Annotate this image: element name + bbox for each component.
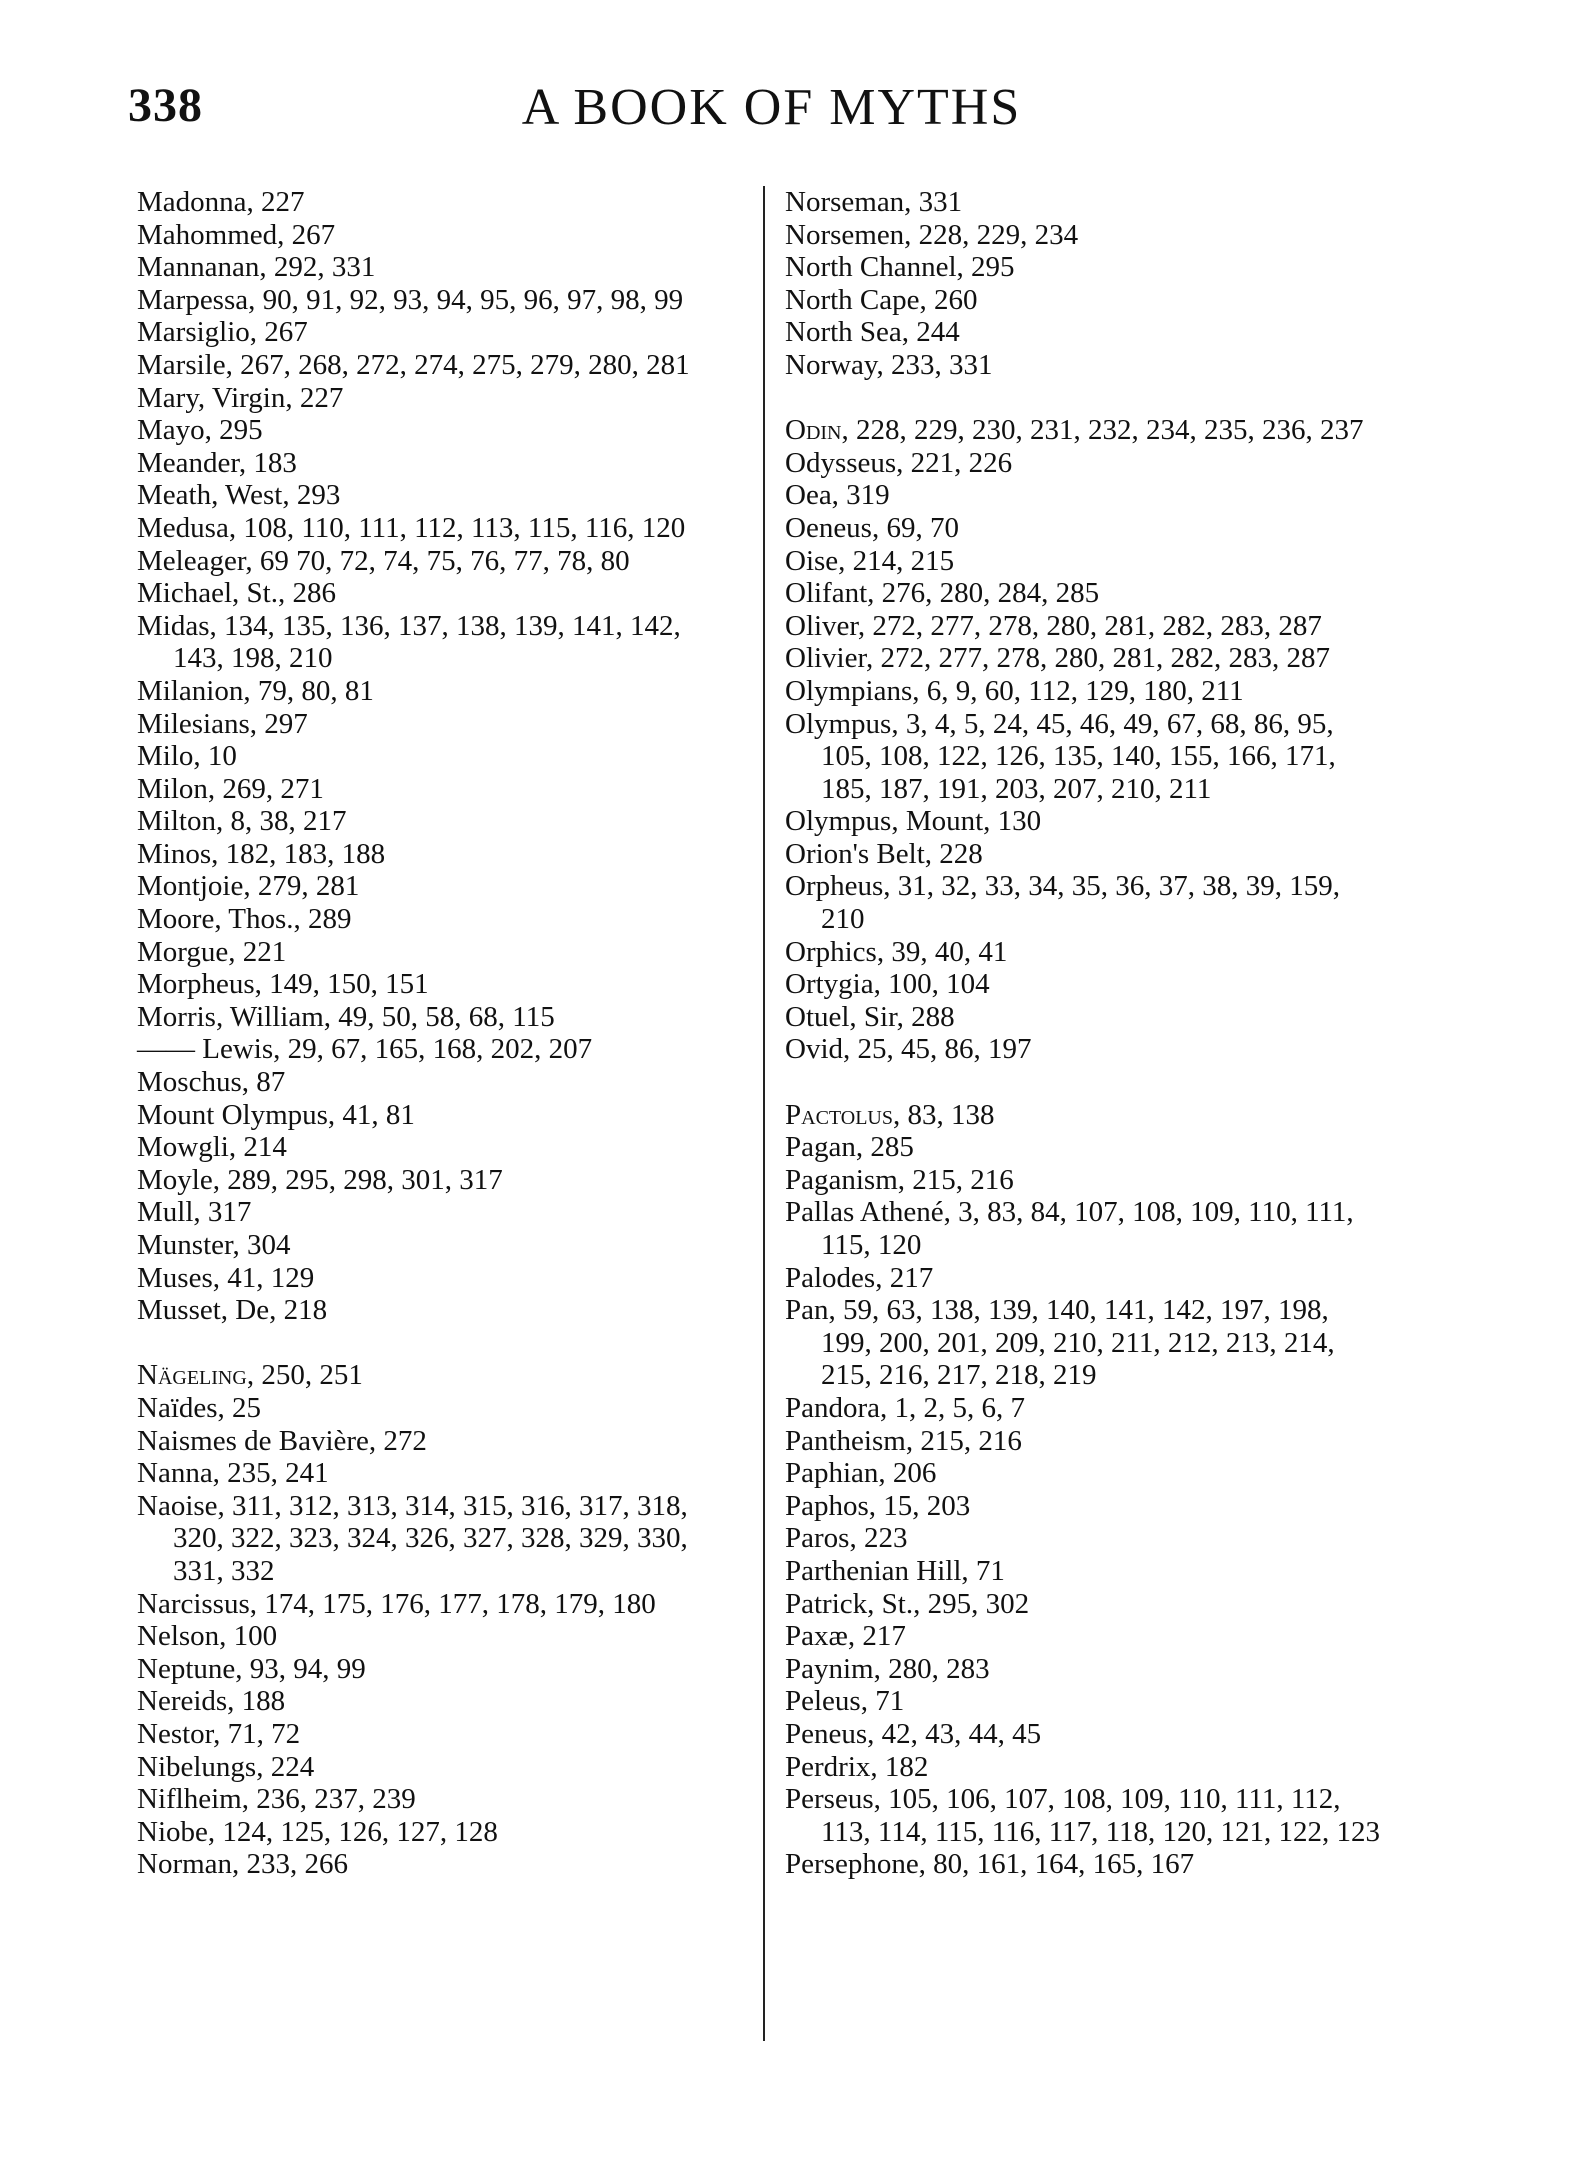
index-entry (785, 936, 1385, 969)
index-entry-text: , 250, 251 (246, 1359, 363, 1392)
index-entry-text: Mahommed, 267 (137, 218, 336, 251)
index-entry-text: Persephone, 80, 161, 164, 165, 167 (785, 1848, 1195, 1881)
index-entry (137, 186, 737, 219)
index-entry-text: Michael, St., 286 (137, 577, 336, 610)
index-entry (785, 1620, 1385, 1653)
index-entry (137, 870, 737, 903)
index-entry (137, 545, 737, 578)
index-entry-text: Niflheim, 236, 237, 239 (137, 1783, 416, 1816)
index-entry-text: Milon, 269, 271 (137, 772, 324, 805)
index-column-left (137, 186, 737, 1881)
index-entry-text: Paphian, 206 (785, 1457, 937, 1490)
index-entry-text: Norway, 233, 331 (785, 348, 993, 381)
index-entry-text: Orpheus, 31, 32, 33, 34, 35, 36, 37, 38, 39, 159, 210 (785, 870, 1341, 936)
index-entry-text: Niobe, 124, 125, 126, 127, 128 (137, 1815, 498, 1848)
index-entry (137, 740, 737, 773)
index-entry (137, 1229, 737, 1262)
index-entry (137, 610, 737, 675)
index-entry-text: North Sea, 244 (785, 316, 960, 349)
index-entry-text: Perdrix, 182 (785, 1750, 929, 1783)
index-entry-head: Pactolus (785, 1098, 893, 1131)
index-entry-text: Ovid, 25, 45, 86, 197 (785, 1033, 1032, 1066)
index-entry (137, 382, 737, 415)
index-entry (137, 1783, 737, 1816)
index-entry (137, 1033, 737, 1066)
index-entry-text: Milesians, 297 (137, 707, 308, 740)
index-entry-text: Pandora, 1, 2, 5, 6, 7 (785, 1391, 1026, 1424)
index-entry-text: Meleager, 69 70, 72, 74, 75, 76, 77, 78, 80 (137, 544, 630, 577)
index-entry (137, 1131, 737, 1164)
index-entry-text: Naïdes, 25 (137, 1391, 262, 1424)
index-entry (137, 1359, 737, 1392)
index-entry (137, 773, 737, 806)
index-entry (137, 316, 737, 349)
index-entry (137, 1457, 737, 1490)
index-entry-text: Milanion, 79, 80, 81 (137, 674, 374, 707)
index-entry (785, 805, 1385, 838)
index-entry (137, 1685, 737, 1718)
index-entry (785, 1131, 1385, 1164)
index-entry (137, 805, 737, 838)
index-entry-text: Paphos, 15, 203 (785, 1489, 971, 1522)
index-entry-text: Pagan, 285 (785, 1131, 914, 1164)
index-entry (785, 1262, 1385, 1295)
index-entry (137, 1751, 737, 1784)
index-entry (785, 479, 1385, 512)
index-entry-text: Olifant, 276, 280, 284, 285 (785, 577, 1100, 610)
index-entry-text: Orphics, 39, 40, 41 (785, 935, 1008, 968)
index-entry-text: Norseman, 331 (785, 186, 963, 218)
index-entry-text: Nanna, 235, 241 (137, 1457, 329, 1490)
index-entry-text: Neptune, 93, 94, 99 (137, 1652, 366, 1685)
index-entry (785, 284, 1385, 317)
index-entry-text: Odysseus, 221, 226 (785, 446, 1013, 479)
index-entry-text: Nelson, 100 (137, 1620, 278, 1653)
index-entry (785, 1294, 1385, 1392)
index-entry (137, 219, 737, 252)
index-entry-text: North Cape, 260 (785, 283, 978, 316)
index-entry-text: Midas, 134, 135, 136, 137, 138, 139, 141, 142, 143, 198, 210 (137, 609, 681, 675)
index-entry (137, 1718, 737, 1751)
index-entry (785, 316, 1385, 349)
index-entry (785, 838, 1385, 871)
index-entry (137, 936, 737, 969)
index-entry-text: Oise, 214, 215 (785, 544, 955, 577)
index-entry (137, 708, 737, 741)
index-entry-text: Montjoie, 279, 281 (137, 870, 360, 903)
index-entry (785, 1751, 1385, 1784)
index-entry-text: Madonna, 227 (137, 186, 305, 218)
index-entry (785, 512, 1385, 545)
index-entry (785, 447, 1385, 480)
index-entry (137, 1099, 737, 1132)
index-entry-text: Paros, 223 (785, 1522, 908, 1555)
index-entry-text: Olympians, 6, 9, 60, 112, 129, 180, 211 (785, 674, 1244, 707)
index-entry (785, 414, 1385, 447)
index-entry (785, 1392, 1385, 1425)
index-entry-text: Peleus, 71 (785, 1685, 905, 1718)
index-entry-text: Paynim, 280, 283 (785, 1652, 990, 1685)
index-entry (785, 1783, 1385, 1848)
index-entry-text: Oliver, 272, 277, 278, 280, 281, 282, 283, 287 (785, 609, 1322, 642)
index-entry-text: Peneus, 42, 43, 44, 45 (785, 1717, 1042, 1750)
index-entry (785, 1425, 1385, 1458)
index-entry-text: Nereids, 188 (137, 1685, 286, 1718)
index-entry-text: Oea, 319 (785, 479, 890, 512)
index-entry-text: Milo, 10 (137, 740, 237, 773)
index-entry-text: Moyle, 289, 295, 298, 301, 317 (137, 1163, 503, 1196)
index-entry-text: Norsemen, 228, 229, 234 (785, 218, 1079, 251)
index-entry (785, 1033, 1385, 1066)
index-entry (137, 414, 737, 447)
index-entry (137, 1425, 737, 1458)
index-entry-text: Meander, 183 (137, 446, 297, 479)
index-entry (137, 1588, 737, 1621)
index-entry-text: Medusa, 108, 110, 111, 112, 113, 115, 116, 120 (137, 511, 686, 544)
index-entry-text: , 228, 229, 230, 231, 232, 234, 235, 236, 237 (841, 414, 1364, 447)
index-entry (785, 577, 1385, 610)
index-entry (785, 1196, 1385, 1261)
index-entry-text: Pallas Athené, 3, 83, 84, 107, 108, 109, 110, 111, 115, 120 (785, 1196, 1354, 1261)
index-entry (137, 479, 737, 512)
index-entry-text: Mayo, 295 (137, 414, 263, 447)
column-divider (763, 186, 765, 2041)
index-entry (785, 1457, 1385, 1490)
index-entry (137, 1392, 737, 1425)
index-entry-text: Pan, 59, 63, 138, 139, 140, 141, 142, 197, 198, 199, 200, 201, 209, 210, 211, 212, 213, 214, 215, 216, 217, 218, 219 (785, 1294, 1335, 1392)
index-entry-text: Olympus, 3, 4, 5, 24, 45, 46, 49, 67, 68, 86, 95, 105, 108, 122, 126, 135, 140, 155, 166, 171, 185, 187, 191, 203, 207, 210, 211 (785, 707, 1336, 805)
index-entry-text: Norman, 233, 266 (137, 1848, 349, 1881)
index-entry (137, 284, 737, 317)
index-entry-text: Muses, 41, 129 (137, 1261, 315, 1294)
index-entry-text: Morris, William, 49, 50, 58, 68, 115 (137, 1000, 555, 1033)
index-entry (785, 675, 1385, 708)
index-entry (785, 1164, 1385, 1197)
index-entry-text: Paganism, 215, 216 (785, 1163, 1014, 1196)
index-entry-text: Marsile, 267, 268, 272, 274, 275, 279, 280, 281 (137, 348, 690, 381)
index-entry-text: Meath, West, 293 (137, 479, 341, 512)
index-entry-text: Mull, 317 (137, 1196, 252, 1229)
index-entry (137, 251, 737, 284)
index-entry-text: Patrick, St., 295, 302 (785, 1587, 1030, 1620)
index-entry-text: Naoise, 311, 312, 313, 314, 315, 316, 317, 318, 320, 322, 323, 324, 326, 327, 328, 329, 330, 331, 332 (137, 1489, 688, 1587)
index-entry (785, 219, 1385, 252)
index-entry-text: Mowgli, 214 (137, 1131, 287, 1164)
index-entry-text: Morgue, 221 (137, 935, 287, 968)
index-entry-text: Marpessa, 90, 91, 92, 93, 94, 95, 96, 97, 98, 99 (137, 283, 684, 316)
index-entry (137, 1848, 737, 1881)
index-entry-text: North Channel, 295 (785, 251, 1015, 284)
index-entry-text: Orion's Belt, 228 (785, 837, 983, 870)
index-entry (137, 1490, 737, 1588)
page-number: 338 (128, 79, 203, 132)
running-head: A BOOK OF MYTHS (521, 79, 1022, 136)
index-entry (785, 1555, 1385, 1588)
index-entry (785, 349, 1385, 382)
index-entry (137, 1066, 737, 1099)
index-entry (137, 838, 737, 871)
index-entry (785, 610, 1385, 643)
index-entry-text: Paxæ, 217 (785, 1620, 906, 1653)
index-entry (785, 1001, 1385, 1034)
index-entry-text: Narcissus, 174, 175, 176, 177, 178, 179, 180 (137, 1587, 656, 1620)
index-entry-text: Otuel, Sir, 288 (785, 1000, 955, 1033)
index-entry (137, 903, 737, 936)
index-entry (137, 1001, 737, 1034)
index-entry (785, 968, 1385, 1001)
index-entry-text: Perseus, 105, 106, 107, 108, 109, 110, 111, 112, 113, 114, 115, 116, 117, 118, 120, 121, 122, 123 (785, 1783, 1381, 1848)
index-entry (137, 577, 737, 610)
index-entry-text: Morpheus, 149, 150, 151 (137, 968, 429, 1001)
index-entry (137, 1196, 737, 1229)
index-entry (137, 675, 737, 708)
index-entry-text: Palodes, 217 (785, 1261, 934, 1294)
index-entry-head: Odin (785, 414, 842, 447)
index-entry-text: Nibelungs, 224 (137, 1750, 315, 1783)
index-entry-text: Moschus, 87 (137, 1066, 286, 1099)
index-entry-head: Nägeling (137, 1359, 247, 1392)
index-entry-text: Mannanan, 292, 331 (137, 251, 376, 284)
index-entry-text: Marsiglio, 267 (137, 316, 308, 349)
index-entry (785, 1099, 1385, 1132)
index-entry-text: Ortygia, 100, 104 (785, 968, 990, 1001)
index-entry-text: Mary, Virgin, 227 (137, 381, 344, 414)
index-entry-text: Moore, Thos., 289 (137, 903, 352, 936)
index-entry (785, 642, 1385, 675)
index-entry (785, 1653, 1385, 1686)
index-entry (785, 545, 1385, 578)
index-entry (785, 870, 1385, 935)
index-entry (785, 251, 1385, 284)
index-entry (137, 1653, 737, 1686)
index-entry-text: Naismes de Bavière, 272 (137, 1424, 427, 1457)
index-entry-text: Nestor, 71, 72 (137, 1717, 301, 1750)
index-entry (785, 1848, 1385, 1881)
index-entry-text: Munster, 304 (137, 1229, 291, 1261)
index-entry (137, 1294, 737, 1327)
index-entry-text: Minos, 182, 183, 188 (137, 837, 386, 870)
index-entry-text: Olivier, 272, 277, 278, 280, 281, 282, 283, 287 (785, 642, 1330, 675)
index-entry (785, 186, 1385, 219)
index-entry (137, 1164, 737, 1197)
index-entry (137, 1620, 737, 1653)
index-entry (785, 708, 1385, 806)
index-entry-text: Mount Olympus, 41, 81 (137, 1098, 415, 1131)
index-entry (137, 1262, 737, 1295)
index-entry-text: Parthenian Hill, 71 (785, 1554, 1005, 1587)
index-entry (137, 512, 737, 545)
index-entry-text: , 83, 138 (893, 1098, 995, 1131)
index-entry (785, 1685, 1385, 1718)
index-entry-text: Milton, 8, 38, 217 (137, 805, 347, 838)
index-entry (785, 1718, 1385, 1751)
index-entry (137, 968, 737, 1001)
index-entry (137, 349, 737, 382)
index-entry-text: —— Lewis, 29, 67, 165, 168, 202, 207 (137, 1033, 593, 1066)
index-entry (137, 447, 737, 480)
index-entry-text: Pantheism, 215, 216 (785, 1424, 1022, 1457)
index-entry (785, 1490, 1385, 1523)
index-entry (137, 1816, 737, 1849)
index-entry-text: Oeneus, 69, 70 (785, 511, 959, 544)
index-entry (785, 1522, 1385, 1555)
index-entry (785, 1588, 1385, 1621)
index-entry-text: Olympus, Mount, 130 (785, 805, 1042, 838)
index-column-right (785, 186, 1385, 1881)
index-entry-text: Musset, De, 218 (137, 1294, 328, 1327)
